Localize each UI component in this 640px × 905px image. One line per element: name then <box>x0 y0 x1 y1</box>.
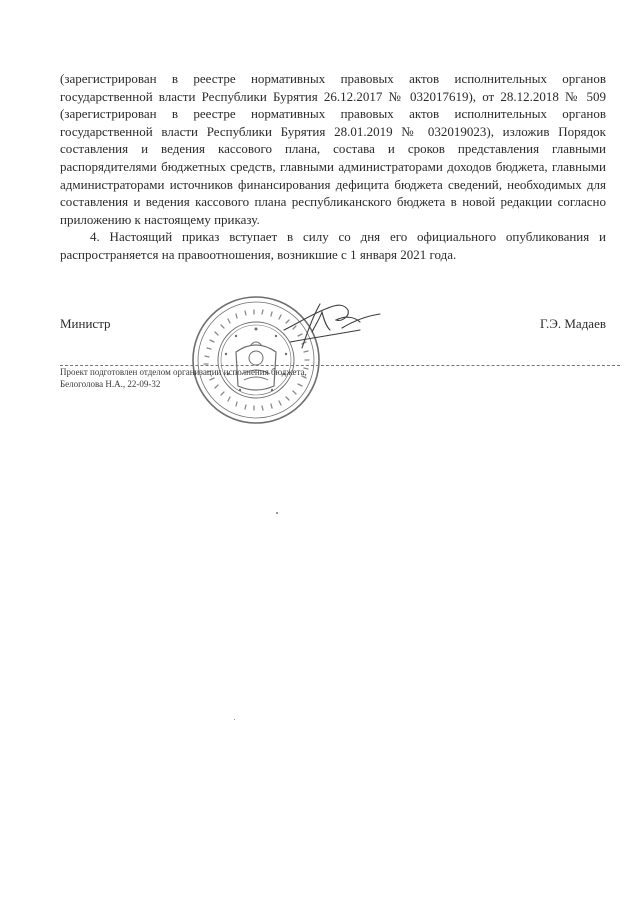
paragraph-3-continuation: (зарегистрирован в реестре нормативных правовых актов исполнительных органов государственной власти Республики Бурятия 26.12.2017 № 032017619), от 28.12.2018 № 509 (зарегистрирован в реестре нормативных правовых актов исполнительных органов государственной власти Республики Бурятия 28.01.2019 № 032019023), изложив Порядок составления и ведения кассового плана, состава и сроков представления главными распорядителями бюджетных средств, главными администраторами доходов бюджета, главными администраторами источников финансирования дефицита бюджета сведений, необходимых для составления и ведения кассового плана республиканского бюджета в новой редакции согласно приложению к настоящему приказу. <box>60 71 606 227</box>
signatory-name: Г.Э. Мадаев <box>539 316 606 331</box>
prepared-by-line-2: Белоголова Н.А., 22-09-32 <box>60 379 161 389</box>
paragraph-4: 4. Настоящий приказ вступает в силу со дня его официального опубликования и распространяется на правоотношения, возникшие с 1 января 2021 года. <box>60 229 606 262</box>
signatory-title: Министр <box>60 316 111 331</box>
prepared-by-note <box>60 366 420 390</box>
signature-block <box>60 316 606 336</box>
scan-speck <box>276 512 278 514</box>
document-body <box>60 70 606 264</box>
scan-speck <box>234 719 235 720</box>
prepared-by-line-1: Проект подготовлен отделом организации исполнения бюджета, <box>60 367 307 377</box>
